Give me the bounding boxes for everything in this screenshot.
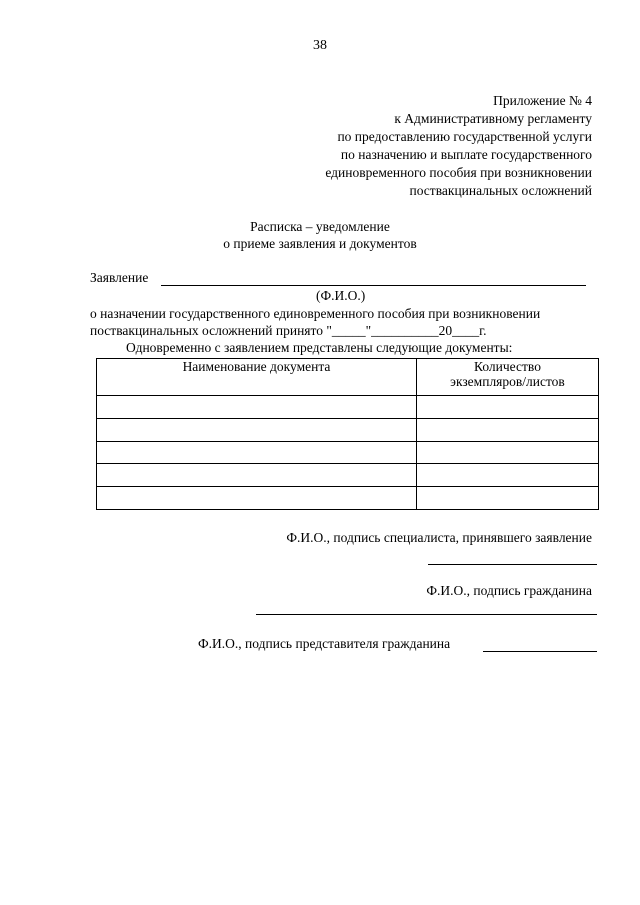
page-number: 38: [313, 38, 327, 53]
document-name-cell[interactable]: [97, 396, 417, 419]
document-name-cell[interactable]: [97, 418, 417, 441]
table-row: [97, 418, 599, 441]
table-header-row: [97, 359, 599, 396]
appendix-line: Приложение № 4: [493, 93, 592, 108]
quantity-cell[interactable]: [417, 418, 599, 441]
title-line-1: Расписка – уведомление: [250, 219, 390, 234]
header-quantity-line2: экземпляров/листов: [450, 374, 565, 389]
docs-intro: Одновременно с заявлением представлены следующие документы:: [126, 340, 513, 355]
quantity-cell[interactable]: [417, 441, 599, 464]
header-document-name: Наименование документа: [97, 359, 417, 396]
document-name-cell[interactable]: [97, 441, 417, 464]
appendix-line: по предоставлению государственной услуги: [337, 129, 592, 144]
table-row: [97, 464, 599, 487]
documents-table: [96, 358, 599, 510]
table-row: [97, 487, 599, 510]
quantity-cell[interactable]: [417, 464, 599, 487]
statement-text-1: о назначении государственного единовременного пособия при возникновении: [90, 306, 541, 321]
specialist-signature-label: Ф.И.О., подпись специалиста, принявшего заявление: [286, 530, 592, 545]
title-line-2: о приеме заявления и документов: [223, 236, 417, 251]
document-name-cell[interactable]: [97, 487, 417, 510]
header-quantity: [417, 359, 599, 396]
table-row: [97, 396, 599, 419]
statement-text-2: поствакцинальных осложнений принято "_____"__________20____г.: [90, 323, 487, 338]
statement-label: Заявление: [90, 270, 149, 285]
specialist-signature-line[interactable]: [428, 564, 597, 565]
document-name-cell[interactable]: [97, 464, 417, 487]
representative-signature-line[interactable]: [483, 651, 597, 652]
representative-signature-label: Ф.И.О., подпись представителя гражданина: [198, 636, 451, 651]
table-row: [97, 441, 599, 464]
appendix-line: к Административному регламенту: [394, 111, 592, 126]
appendix-line: по назначению и выплате государственного: [340, 147, 592, 162]
appendix-line: единовременного пособия при возникновении: [325, 165, 592, 180]
citizen-signature-label: Ф.И.О., подпись гражданина: [426, 583, 592, 598]
quantity-cell[interactable]: [417, 487, 599, 510]
header-quantity-line1: Количество: [474, 359, 541, 374]
fio-hint: (Ф.И.О.): [316, 288, 366, 303]
citizen-signature-line[interactable]: [256, 614, 597, 615]
fio-line[interactable]: [161, 285, 586, 286]
quantity-cell[interactable]: [417, 396, 599, 419]
appendix-line: поствакцинальных осложнений: [409, 183, 592, 198]
